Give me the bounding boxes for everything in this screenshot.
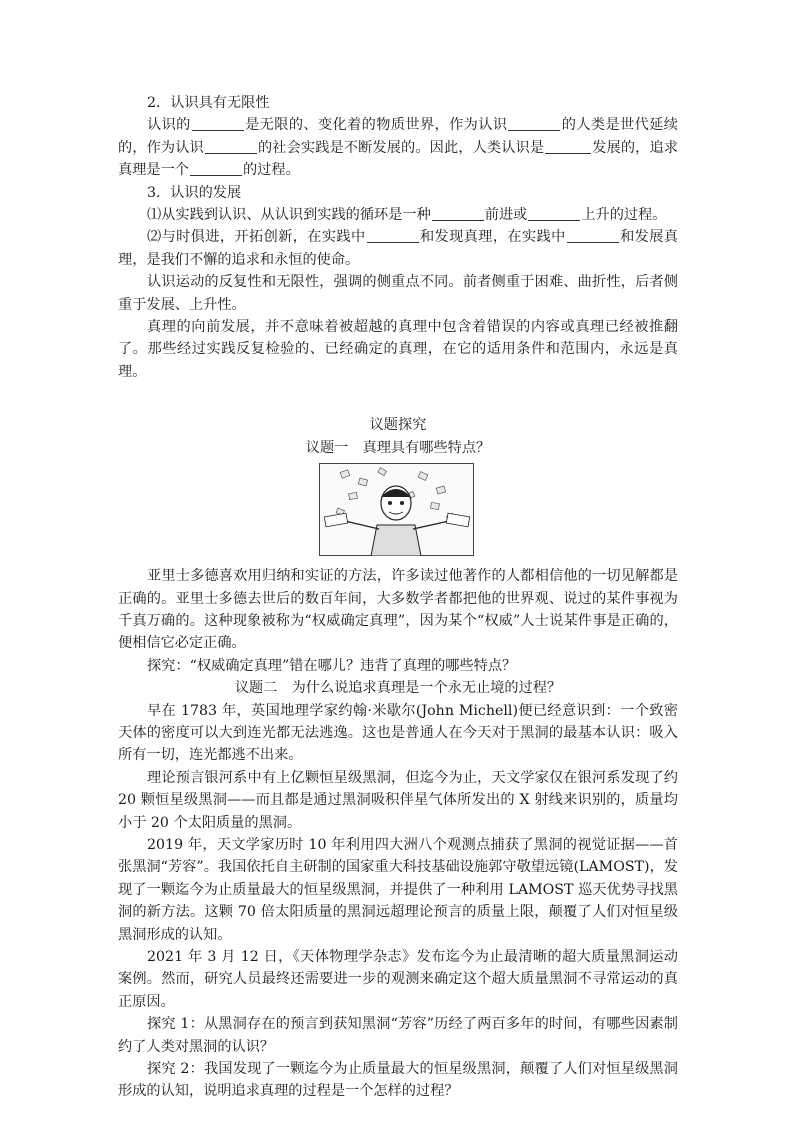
topic1-heading: 议题一 真理具有哪些特点？: [305, 439, 491, 456]
section3-item1: ⑴从实践到认识、从认识到实践的循环是一种 前进或 上升的过程。: [147, 207, 667, 224]
fill-blank: [205, 139, 257, 154]
section2-heading: 2．认识具有无限性: [147, 95, 270, 111]
topic2-paragraph-4: 2021 年 3 月 12 日，《天体物理学杂志》发布迄今为止最清晰的超大质量黑洞运动案例。然而，研究人员最终还需要进一步的观测来确定这个超大质量黑洞不寻常运动的真正原因。: [118, 949, 678, 1010]
fill-blank: [367, 228, 419, 243]
fill-blank: [567, 228, 619, 243]
fill-blank: [190, 161, 242, 176]
fill-blank: [432, 206, 484, 221]
topic2-paragraph-1: 早在 1783 年，英国地理学家约翰·米歇尔(John Michell)便已经意识到：一个致密天体的密度可以大到连光都无法逃逸。这也是普通人在今天对于黑洞的最基本认识：吸入所有一切，连光都逃不出来。: [118, 702, 678, 764]
topic2-question-2: 探究 2：我国发现了一颗迄今为止质量最大的恒星级黑洞，颠覆了人们对恒星级黑洞形成的认知，说明追求真理的过程是一个怎样的过程？: [118, 1061, 678, 1100]
topic2-heading: 议题二 为什么说追求真理是一个永无止境的过程？: [234, 680, 562, 697]
topic1-paragraph: 亚里士多德喜欢用归纳和实证的方法，许多读过他著作的人都相信他的一切见解都是正确的。亚里士多德去世后的数百年间，大多数学者都把他的世界观、说过的某件事视为千真万确的。这种现象被称为“权威确定真理”，因为某个“权威”人士说某件事是正确的，便相信它必定正确。: [118, 568, 678, 652]
fill-blank: [528, 206, 580, 221]
document-page: [118, 92, 678, 1103]
section2-paragraph: 认识的 是无限的、变化着的物质世界，作为认识 的人类是世代延续的，作为认识 的社会实践是不断发展的。因此，人类认识是 发展的，追求真理是一个 的过程。: [118, 117, 678, 179]
section3-note1: 认识运动的反复性和无限性，强调的侧重点不同。前者侧重于困难、曲折性，后者侧重于发展、上升性。: [118, 274, 678, 313]
topic2-paragraph-3: 2019 年，天文学家历时 10 年利用四大洲八个观测点捕获了黑洞的视觉证据——首张黑洞“芳容”。我国依托自主研制的国家重大科技基础设施郭守敬望远镜(LAMOST)，发现了一颗迄今为止质量最大的恒星级黑洞，并提供了一种利用 LAMOST 巡天优势寻找黑洞的新方法。这颗 70 倍太阳质量的黑洞远超理论预言的质量上限，颠覆了人们对恒星级黑洞形成的认知。: [118, 836, 678, 943]
section3-note2: 真理的向前发展，并不意味着被超越的真理中包含着错误的内容或真理已经被推翻了。那些经过实践反复检验的、已经确定的真理，在它的适用条件和范围内，永远是真理。: [118, 319, 678, 380]
explore-title: 议题探究: [369, 417, 427, 434]
topic2-paragraph-2: 理论预言银河系中有上亿颗恒星级黑洞，但迄今为止，天文学家仅在银河系发现了约 20 颗恒星级黑洞——而且都是通过黑洞吸积伴星气体所发出的 X 射线来识别的，质量均小于 20 个太阳质量的黑洞。: [118, 769, 678, 831]
cartoon-illustration: [115, 459, 678, 565]
section3-item2: ⑵与时俱进，开拓创新，在实践中 和发现真理，在实践中 和发展真理，是我们不懈的追求和永恒的使命。: [118, 229, 678, 268]
fill-blank: [545, 139, 591, 154]
fill-blank: [192, 116, 244, 131]
authority-cartoon-image: [319, 463, 474, 556]
section3-heading: 3．认识的发展: [147, 184, 242, 201]
topic2-question-1: 探究 1：从黑洞存在的预言到获知黑洞“芳容”历经了两百多年的时间，有哪些因素制约了人类对黑洞的认识？: [118, 1016, 678, 1055]
fill-blank: [508, 116, 560, 131]
topic1-question: 探究：“权威确定真理”错在哪儿？违背了真理的哪些特点？: [147, 657, 517, 674]
